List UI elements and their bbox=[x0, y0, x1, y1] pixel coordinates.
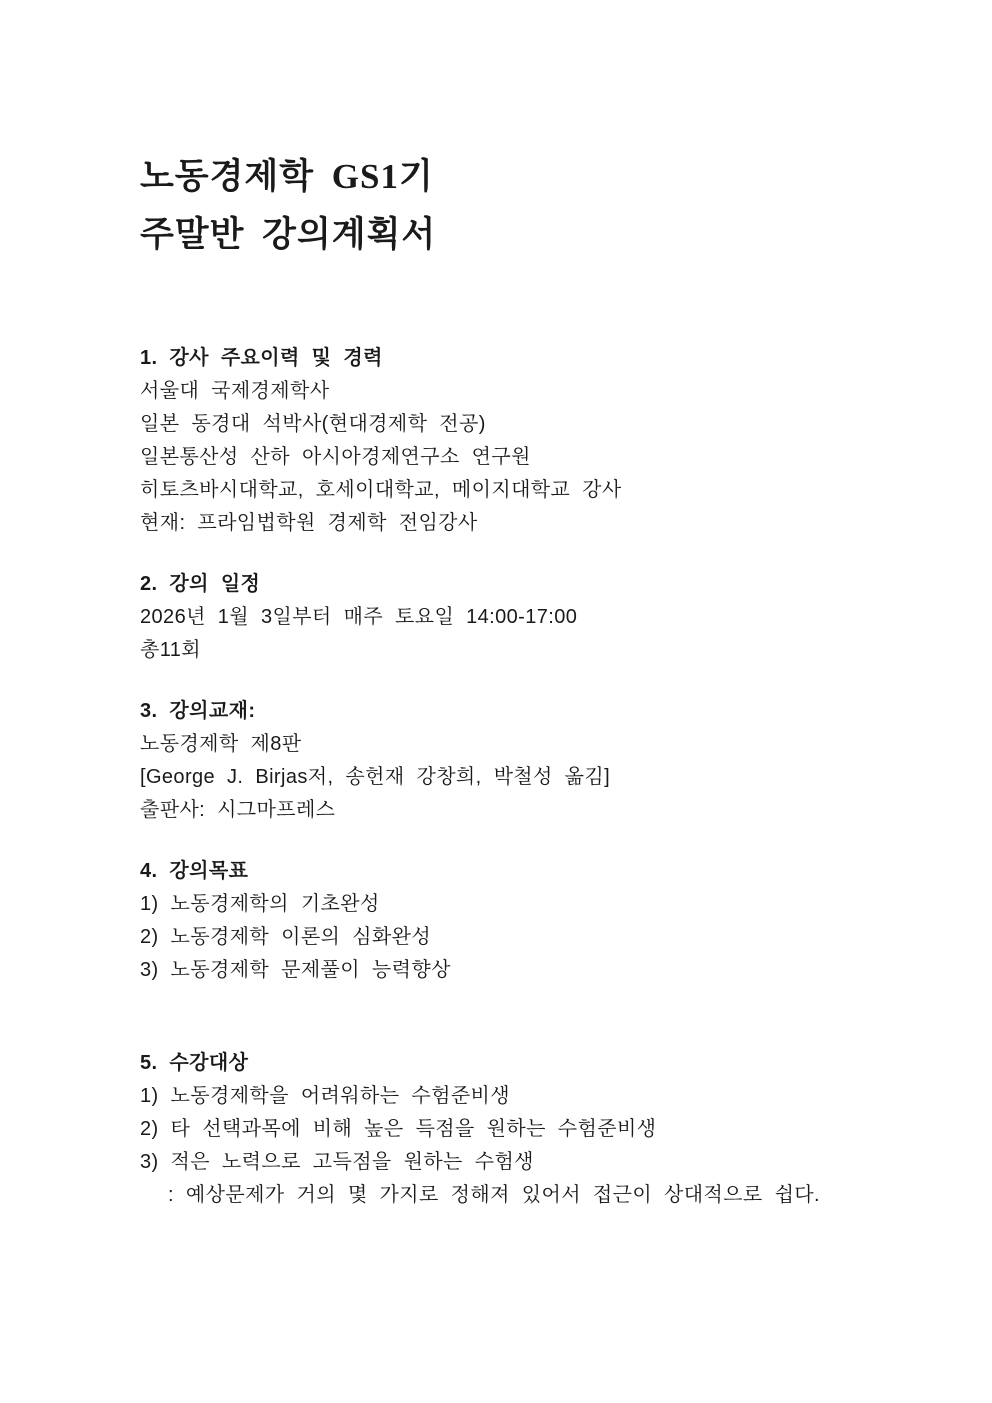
section-1-line-4: 히토츠바시대학교, 호세이대학교, 메이지대학교 강사 bbox=[140, 479, 622, 501]
section-3-line-2: [George J. Birjas저, 송헌재 강창희, 박철성 옮김] bbox=[140, 766, 611, 788]
section-2-heading: 2. 강의 일정 bbox=[140, 573, 261, 595]
section-2-line-1: 2026년 1월 3일부터 매주 토요일 14:00-17:00 bbox=[140, 606, 578, 628]
section-4-line-3: 3) 노동경제학 문제풀이 능력향상 bbox=[140, 959, 451, 981]
section-1-line-3: 일본통산성 산하 아시아경제연구소 연구원 bbox=[140, 446, 531, 468]
section-5-line-4: : 예상문제가 거의 몇 가지로 정해져 있어서 접근이 상대적으로 쉽다. bbox=[168, 1184, 820, 1206]
section-1-line-2: 일본 동경대 석박사(현대경제학 전공) bbox=[140, 413, 486, 435]
section-target-students bbox=[140, 1047, 932, 1212]
section-1-line-5: 현재: 프라임법학원 경제학 전임강사 bbox=[140, 512, 478, 534]
section-3-heading: 3. 강의교재: bbox=[140, 700, 256, 722]
document-title bbox=[140, 148, 932, 264]
section-4-line-2: 2) 노동경제학 이론의 심화완성 bbox=[140, 926, 432, 948]
section-lecture-goals bbox=[140, 855, 932, 987]
section-2-line-2: 총11회 bbox=[140, 639, 202, 661]
section-1-line-1: 서울대 국제경제학사 bbox=[140, 380, 330, 402]
section-3-line-3: 출판사: 시그마프레스 bbox=[140, 799, 336, 821]
section-lecture-schedule bbox=[140, 568, 932, 667]
section-3-line-1: 노동경제학 제8판 bbox=[140, 733, 302, 755]
section-5-line-2: 2) 타 선택과목에 비해 높은 득점을 원하는 수험준비생 bbox=[140, 1118, 657, 1140]
section-5-line-1: 1) 노동경제학을 어려워하는 수험준비생 bbox=[140, 1085, 510, 1107]
section-instructor-career bbox=[140, 342, 932, 540]
document-title-line-2: 주말반 강의계획서 bbox=[140, 215, 437, 254]
section-4-line-1: 1) 노동경제학의 기초완성 bbox=[140, 893, 380, 915]
section-4-heading: 4. 강의목표 bbox=[140, 860, 249, 882]
section-lecture-textbook bbox=[140, 695, 932, 827]
section-5-line-3: 3) 적은 노력으로 고득점을 원하는 수험생 bbox=[140, 1151, 534, 1173]
document-title-line-1: 노동경제학 GS1기 bbox=[140, 157, 434, 196]
section-1-heading: 1. 강사 주요이력 및 경력 bbox=[140, 347, 383, 369]
section-5-heading: 5. 수강대상 bbox=[140, 1052, 249, 1074]
